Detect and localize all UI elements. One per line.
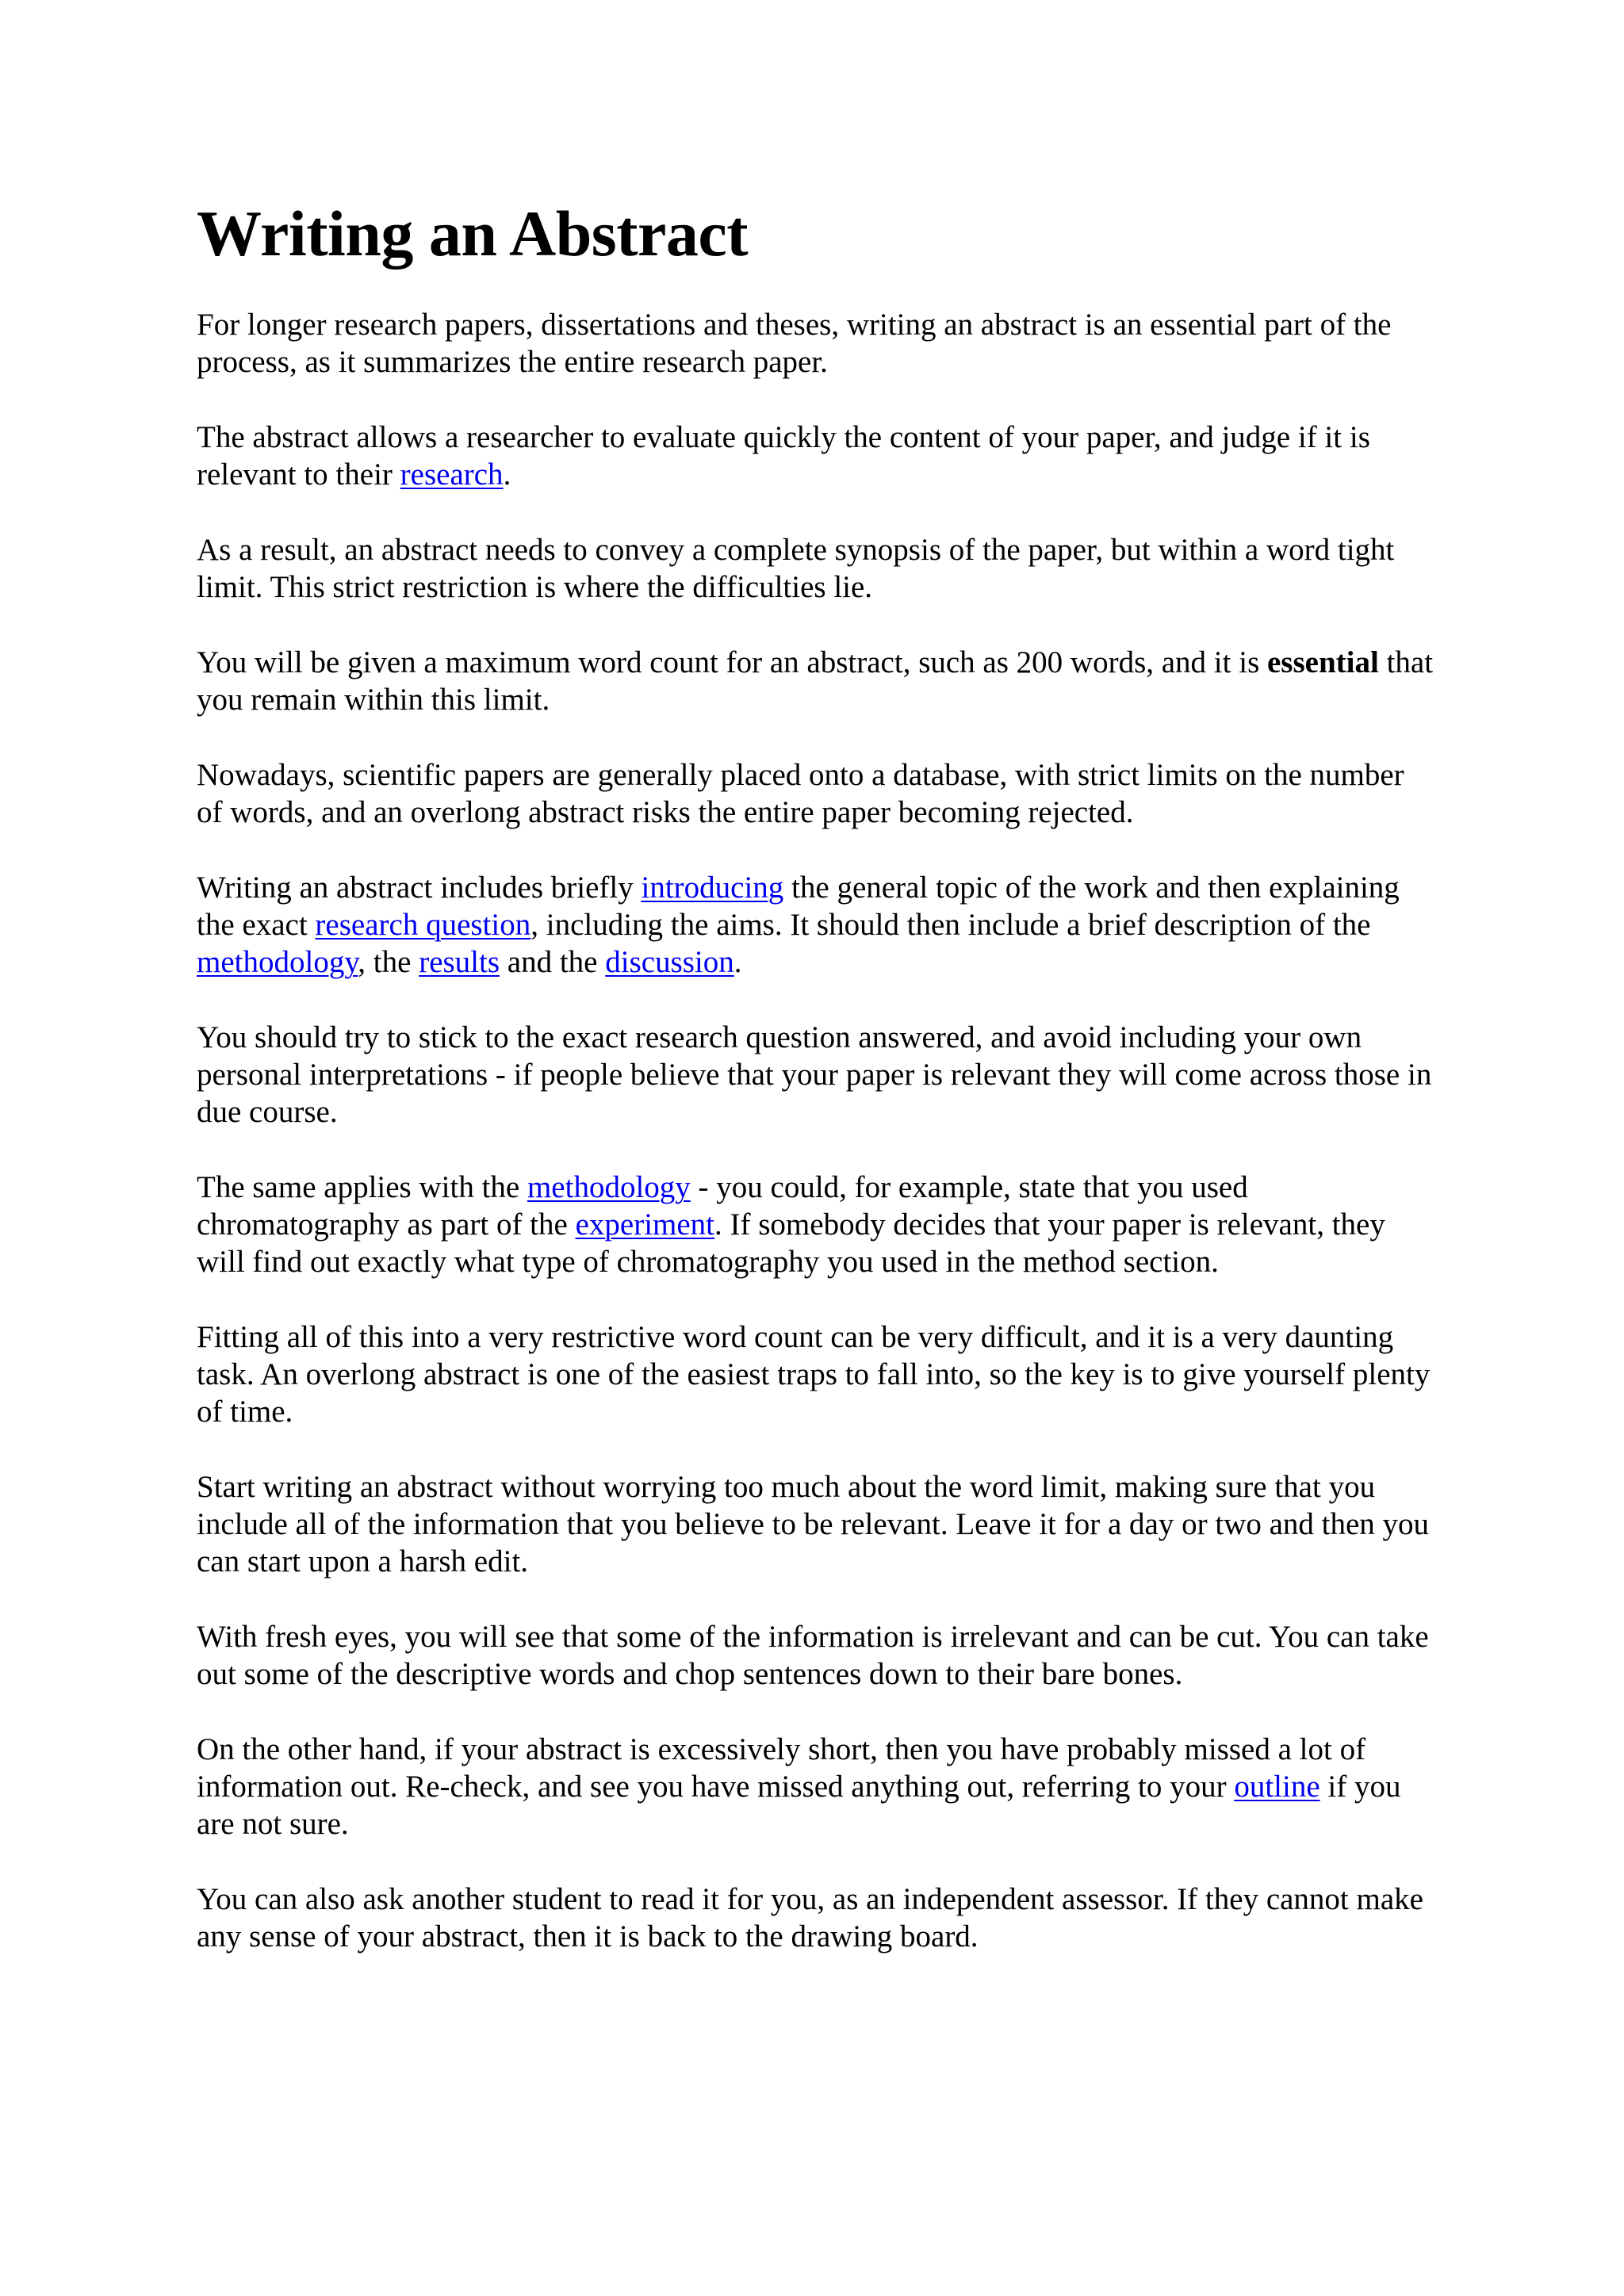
paragraph-6 — [197, 869, 1434, 981]
link-research[interactable]: research — [400, 457, 504, 492]
text-run: , the — [358, 945, 419, 980]
text-run: and the — [500, 945, 606, 980]
text-run: The same applies with the — [197, 1170, 527, 1205]
link-results[interactable]: results — [419, 945, 500, 980]
link-outline[interactable]: outline — [1234, 1770, 1320, 1804]
text-run: that you remain within this limit. — [197, 645, 1434, 718]
paragraph-9 — [197, 1318, 1434, 1430]
text-run: . If somebody decides that your paper is relevant, they will find out exactly what type of chromatography you used in the method section. — [197, 1207, 1385, 1280]
text-run: For longer research papers, dissertations and theses, writing an abstract is an essential part of the process, as it summarizes the entire research paper. — [197, 308, 1392, 380]
text-run: You will be given a maximum word count for an abstract, such as 200 words, and it is — [197, 645, 1267, 680]
paragraph-1 — [197, 306, 1434, 381]
paragraph-13 — [197, 1881, 1434, 1955]
document-body — [197, 306, 1434, 1955]
text-run: As a result, an abstract needs to convey a complete synopsis of the paper, but within a word tight limit. This strict restriction is where the difficulties lie. — [197, 533, 1395, 605]
document-page — [197, 197, 1434, 1993]
paragraph-7 — [197, 1019, 1434, 1131]
text-run: if you are not sure. — [197, 1770, 1401, 1842]
text-run: . — [733, 945, 742, 980]
text-run: On the other hand, if your abstract is excessively short, then you have probably missed a lot of information out. Re-check, and see you have missed anything out, referring to your — [197, 1732, 1366, 1804]
paragraph-2 — [197, 419, 1434, 493]
text-run: the general topic of the work and then explaining the exact — [197, 871, 1400, 943]
link-introducing[interactable]: introducing — [641, 871, 784, 905]
link-discussion[interactable]: discussion — [605, 945, 734, 980]
text-run: You can also ask another student to read it for you, as an independent assessor. If they cannot make any sense of your abstract, then it is back to the drawing board. — [197, 1882, 1423, 1954]
link-experiment[interactable]: experiment — [575, 1207, 715, 1242]
text-run: Start writing an abstract without worrying too much about the word limit, making sure that you include all of the information that you believe to be relevant. Leave it for a day or two and then you can start upon a harsh edit. — [197, 1470, 1430, 1579]
text-run: The abstract allows a researcher to evaluate quickly the content of your paper, and judge if it is relevant to their — [197, 420, 1370, 492]
text-run: . — [503, 457, 511, 492]
link-research-question[interactable]: research question — [315, 908, 531, 943]
paragraph-10 — [197, 1468, 1434, 1580]
emphasis-essential: essential — [1267, 645, 1379, 680]
text-run: With fresh eyes, you will see that some of the information is irrelevant and can be cut. You can take out some of the descriptive words and chop sentences down to their bare bones. — [197, 1620, 1429, 1692]
link-methodology[interactable]: methodology — [527, 1170, 691, 1205]
paragraph-3 — [197, 531, 1434, 606]
text-run: , including the aims. It should then include a brief description of the — [530, 908, 1371, 943]
link-methodology[interactable]: methodology — [197, 945, 358, 980]
paragraph-12 — [197, 1731, 1434, 1843]
paragraph-8 — [197, 1169, 1434, 1280]
text-run: Writing an abstract includes briefly — [197, 871, 642, 905]
text-run: You should try to stick to the exact research question answered, and avoid including your own personal interpretations - if people believe that your paper is relevant they will come across those in due course. — [197, 1020, 1432, 1130]
paragraph-11 — [197, 1618, 1434, 1693]
paragraph-4 — [197, 644, 1434, 718]
paragraph-5 — [197, 756, 1434, 831]
text-run: Nowadays, scientific papers are generally placed onto a database, with strict limits on the number of words, and an overlong abstract risks the entire paper becoming rejected. — [197, 758, 1404, 830]
text-run: - you could, for example, state that you used chromatography as part of the — [197, 1170, 1248, 1242]
page-title: Writing an Abstract — [197, 197, 749, 270]
text-run: Fitting all of this into a very restrictive word count can be very difficult, and it is a very daunting task. An overlong abstract is one of the easiest traps to fall into, so the key is to give yourself plenty of time. — [197, 1320, 1431, 1429]
